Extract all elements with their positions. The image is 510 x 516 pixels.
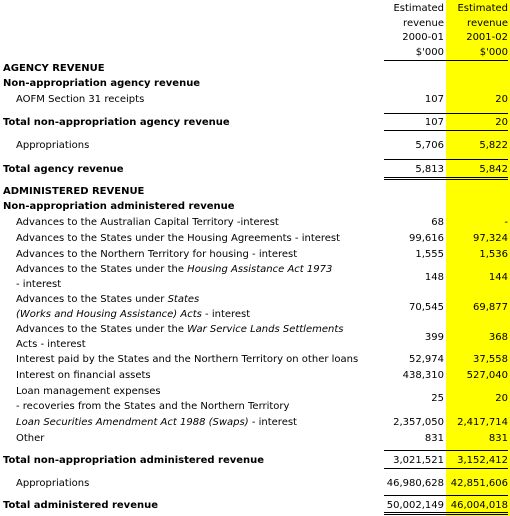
value-2001-02: 368 — [488, 332, 508, 343]
value-2000-01: 3,021,521 — [393, 455, 444, 466]
row-label: Advances to the States under the Housing Agreements - interest — [16, 233, 341, 244]
row-label: Total administered revenue — [3, 500, 159, 511]
value-2001-02: 144 — [488, 272, 508, 283]
column-header-2000-01 — [384, 2, 444, 60]
header-line: 2001-02 — [466, 32, 508, 43]
row-label-line2: Acts - interest — [16, 339, 86, 350]
value-2000-01: 107 — [424, 117, 444, 128]
value-2000-01: 70,545 — [409, 302, 444, 313]
subtotal-rule — [384, 450, 508, 451]
value-2000-01: 52,974 — [409, 354, 444, 365]
row-label: Advances to the States under the War Service Lands Settlements — [16, 324, 344, 335]
row-label: Total non-appropriation administered revenue — [3, 455, 265, 466]
value-2001-02: 46,004,018 — [450, 500, 508, 511]
section-title-agency: AGENCY REVENUE — [3, 63, 105, 74]
value-2000-01: 50,002,149 — [386, 500, 444, 511]
value-2000-01: 1,555 — [415, 249, 444, 260]
value-2000-01: 2,357,050 — [393, 417, 444, 428]
subsection-title-agency: Non-appropriation agency revenue — [3, 78, 201, 89]
subtotal-rule — [384, 113, 508, 114]
value-2001-02: 5,822 — [479, 140, 508, 151]
value-2000-01: 99,616 — [409, 233, 444, 244]
value-2001-02: 5,842 — [479, 164, 508, 175]
value-2001-02: 42,851,606 — [450, 478, 508, 489]
value-2000-01: 831 — [424, 433, 444, 444]
header-line: Estimated — [457, 3, 508, 14]
row-label: Advances to the States under States — [16, 294, 200, 305]
header-line: revenue — [467, 17, 508, 29]
total-rule — [384, 130, 508, 131]
value-2001-02: 20 — [495, 393, 508, 404]
grand-total-rule — [384, 177, 508, 180]
value-2000-01: 107 — [424, 94, 444, 105]
value-2001-02: - — [504, 217, 508, 228]
header-rule — [384, 60, 508, 61]
row-label-line2: (Works and Housing Assistance) Acts - interest — [16, 309, 251, 320]
column-header-2001-02 — [446, 2, 508, 60]
header-line: 2000-01 — [402, 32, 444, 43]
value-2001-02: 20 — [495, 117, 508, 128]
value-2000-01: 5,813 — [415, 164, 444, 175]
row-label: Interest on financial assets — [16, 370, 151, 381]
row-label: Loan Securities Amendment Act 1988 (Swaps) - interest — [16, 417, 297, 428]
row-label: Advances to the States under the Housing Assistance Act 1973 — [16, 264, 333, 275]
row-label-line2: - recoveries from the States and the Northern Territory — [16, 401, 290, 412]
subtotal-rule — [384, 495, 508, 496]
row-label: Advances to the Northern Territory for housing - interest — [16, 249, 298, 260]
row-label: Other — [16, 433, 45, 444]
value-2001-02: 37,558 — [473, 354, 508, 365]
value-2001-02: 831 — [488, 433, 508, 444]
row-label: AOFM Section 31 receipts — [16, 94, 145, 105]
section-title-administered: ADMINISTERED REVENUE — [3, 186, 145, 197]
value-2001-02: 20 — [495, 94, 508, 105]
row-label: Total non-appropriation agency revenue — [3, 117, 230, 128]
value-2001-02: 97,324 — [473, 233, 508, 244]
row-label: Loan management expenses — [16, 386, 161, 397]
value-2000-01: 25 — [431, 393, 444, 404]
value-2000-01: 68 — [431, 217, 444, 228]
value-2001-02: 1,536 — [479, 249, 508, 260]
value-2000-01: 46,980,628 — [386, 478, 444, 489]
value-2000-01: 399 — [424, 332, 444, 343]
row-label-line2: - interest — [16, 279, 62, 290]
total-rule — [384, 468, 508, 469]
row-label: Advances to the Australian Capital Territory -interest — [16, 217, 279, 228]
row-label: Appropriations — [16, 140, 90, 151]
header-line: revenue — [403, 17, 444, 29]
row-label: Appropriations — [16, 478, 90, 489]
subsection-title-administered: Non-appropriation administered revenue — [3, 201, 235, 212]
value-2001-02: 527,040 — [466, 370, 508, 381]
value-2001-02: 2,417,714 — [457, 417, 508, 428]
header-line: Estimated — [393, 3, 444, 14]
value-2001-02: 3,152,412 — [457, 455, 508, 466]
header-line: $'000 — [479, 46, 508, 58]
value-2000-01: 438,310 — [402, 370, 444, 381]
header-line: $'000 — [415, 46, 444, 58]
grand-total-rule — [384, 512, 508, 515]
value-2001-02: 69,877 — [473, 302, 508, 313]
subtotal-rule — [384, 159, 508, 160]
value-2000-01: 5,706 — [415, 140, 444, 151]
value-2000-01: 148 — [424, 272, 444, 283]
row-label: Total agency revenue — [3, 164, 124, 175]
row-label: Interest paid by the States and the Northern Territory on other loans — [16, 354, 359, 365]
